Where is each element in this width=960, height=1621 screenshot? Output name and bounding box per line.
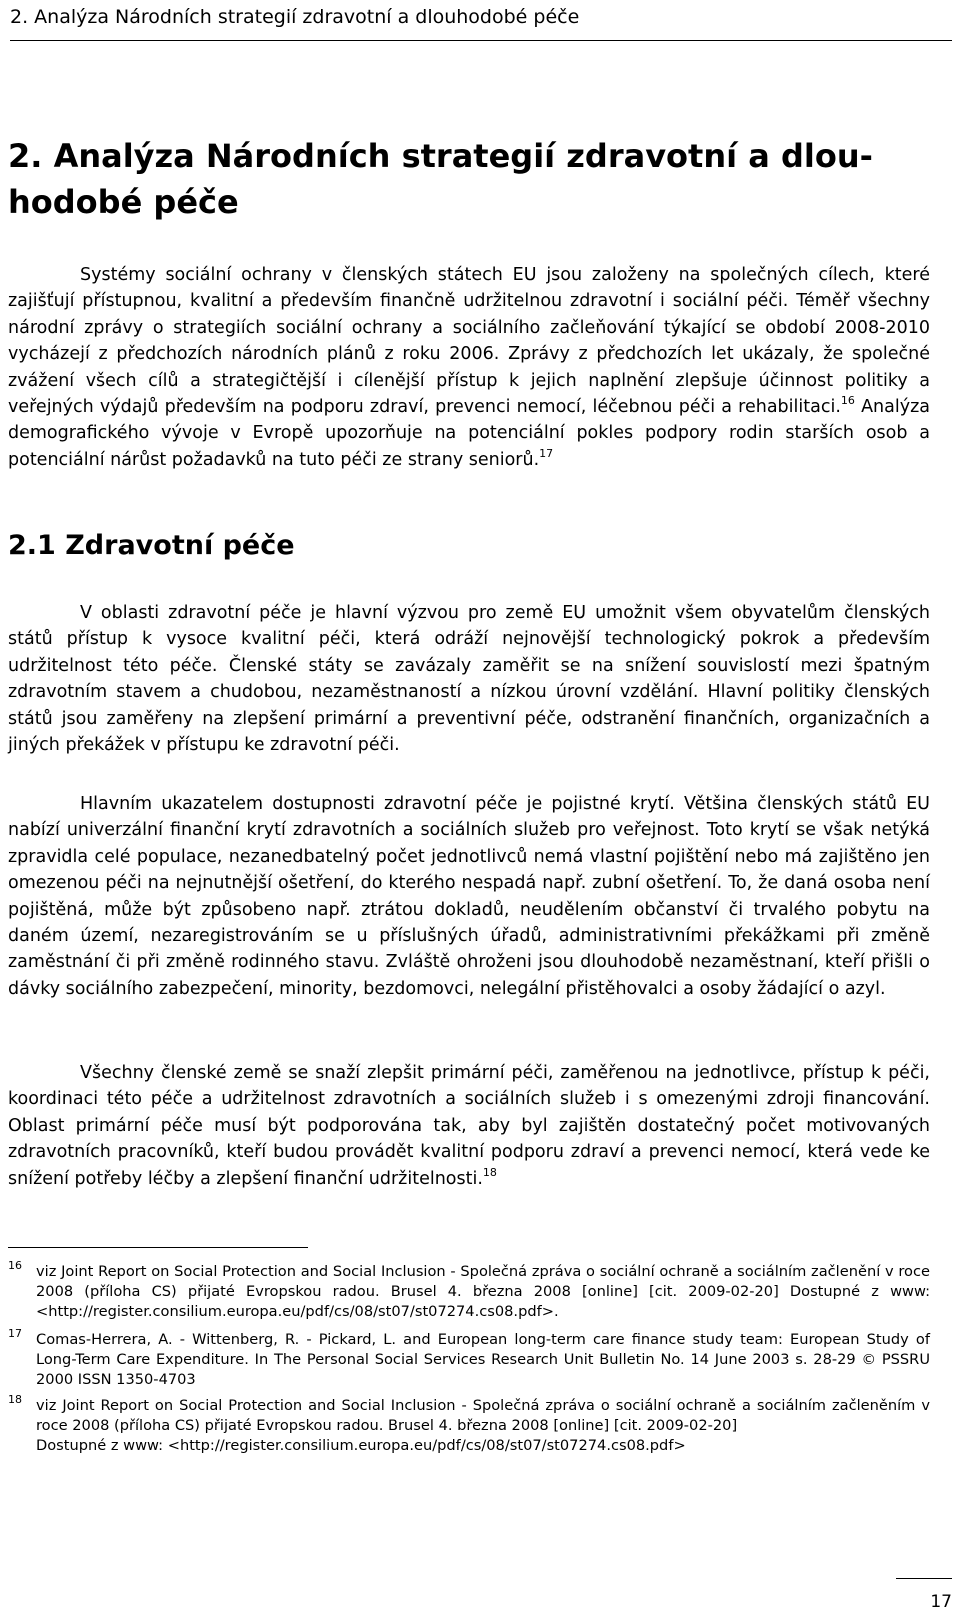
- section-paragraph-2: [8, 791, 930, 1002]
- footnote-separator: [8, 1247, 308, 1248]
- footnote-ref-17[interactable]: 17: [539, 446, 554, 460]
- chapter-title-line-2: hodobé péče: [8, 183, 239, 221]
- running-header: 2. Analýza Národních strategií zdravotní a dlouhodobé péče: [10, 6, 580, 28]
- section-p2-text: Hlavním ukazatelem dostupnosti zdravotní péče je pojistné krytí. Většina členských států EU nabízí univerzální finanční krytí zdravotních a sociálních služeb pro veřejnost. Toto krytí se však netýká zpravidla celé populace, nezanedbatelný počet jednotlivců nemá vlastní pojištění nebo má zajištěno jen omezenou péči na nejnutnější ošetření, do kterého nespadá např. zubní ošetření. To, že daná osoba není pojištěná, může být způsobeno např. ztrátou dokladů, neudělením občanství či trvalého pobytu na daném území, nezaregistrováním se u příslušných úřadů, administrativními překážkami při změně zaměstnání či při změně rodinného stavu. Zvláště ohroženi jsou dlouhodobě nezaměstnaní, kteří přišli o dávky sociálního zabezpečení, minority, bezdomovci, nelegální přistěhovalci a osoby žádající o azyl.: [8, 794, 930, 999]
- intro-text-a: Systémy sociální ochrany v členských státech EU jsou založeny na společných cílech, které zajišťují přístupnou, kvalitní a především finančně udržitelnou zdravotní i sociální péči. Téměř všechny národní zprávy o strategiích sociální ochrany a sociálního začleňování týkající se období 2008-2010 vycházejí z předchozích národních plánů z roku 2006. Zprávy z předchozích let ukázaly, že společné zvážení všech cílů a strategičtější i cílenější přístup k jejich naplnění zlepšuje účinnost politiky a veřejných výdajů především na podporu zdraví, prevenci nemocí, léčebnou péči a rehabilitaci.: [8, 265, 930, 418]
- footnote-text: viz Joint Report on Social Protection and Social Inclusion - Společná zpráva o sociální ochraně a sociálním začlenění v roce 2008 (příloha CS) přijaté Evropskou radou. Brusel 4. března 2008 [online] [cit. 2009-02-20] Dostupné z www: <http://register.consilium.europa.eu/pdf/cs/08/st07/st07274.cs08.pdf>.: [36, 1263, 930, 1321]
- intro-paragraph: [8, 262, 930, 473]
- section-p3-text: Všechny členské země se snaží zlepšit primární péči, zaměřenou na jednotlivce, přístup k péči, koordinaci této péče a udržitelnost zdravotních a sociálních služeb i s omezenými zdroji financování. Oblast primární péče musí být podporována tak, aby byl zajištěn dostatečný počet motivovaných zdravotních pracovníků, kteří budou provádět kvalitní podporu zdraví a prevenci nemocí, která vede ke snížení potřeby léčby a zlepšení finanční udržitelnosti.: [8, 1063, 930, 1189]
- footnote-16: [8, 1259, 930, 1323]
- header-rule: [10, 40, 952, 41]
- section-p1-text: V oblasti zdravotní péče je hlavní výzvou pro země EU umožnit všem obyvatelům členských států přístup k vysoce kvalitní péči, která odráží nejnovější technologický pokrok a především udržitelnost této péče. Členské státy se zavázaly zaměřit se na snížení souvislostí mezi špatným zdravotním stavem a chudobou, nezaměstnaností a nízkou úrovní vzdělání. Hlavní politiky členských států jsou zaměřeny na zlepšení primární a preventivní péče, odstranění finančních, organizačních a jiných překážek v přístupu ke zdravotní péči.: [8, 603, 930, 756]
- section-title: 2.1 Zdravotní péče: [8, 530, 295, 561]
- footnote-18: [8, 1393, 930, 1457]
- footnote-text: [36, 1396, 930, 1457]
- footnote-ref-18[interactable]: 18: [482, 1165, 497, 1179]
- footnote-text-main: viz Joint Report on Social Protection and Social Inclusion - Společná zpráva o sociální ochraně a sociálním začleněním v roce 2008 (příloha CS) přijaté Evropskou radou. Brusel 4. března 2008 [online] [cit. 2009-02-20]: [36, 1397, 930, 1435]
- page-number: 17: [930, 1592, 952, 1612]
- footnote-ref-16[interactable]: 16: [840, 394, 855, 408]
- chapter-title: [8, 133, 938, 225]
- footnote-text: Comas-Herrera, A. - Wittenberg, R. - Pickard, L. and European long-term care finance study team: European Study of Long-Term Care Expenditure. In The Personal Social Services Research Unit Bulletin No. 14 June 2003 s. 28-29 © PSSRU 2000 ISSN 1350-4703: [36, 1331, 930, 1389]
- footnote-number: 17: [8, 1327, 22, 1340]
- footnote-number: 18: [8, 1393, 22, 1406]
- section-paragraph-3: [8, 1060, 930, 1192]
- intro-text-b: Analýza demografického vývoje v Evropě upozorňuje na potenciální pokles podpory rodin starších osob a potenciální nárůst požadavků na tuto péči ze strany seniorů.: [8, 397, 930, 470]
- page-number-rule: [896, 1578, 952, 1579]
- footnote-17: [8, 1327, 930, 1391]
- footnote-number: 16: [8, 1259, 22, 1272]
- footnote-text-link[interactable]: Dostupné z www: <http://register.consilium.europa.eu/pdf/cs/08/st07/st07274.cs08.pdf>: [36, 1437, 686, 1455]
- chapter-title-line-1: 2. Analýza Národních strategií zdravotní a dlou-: [8, 137, 873, 175]
- section-paragraph-1: [8, 600, 930, 758]
